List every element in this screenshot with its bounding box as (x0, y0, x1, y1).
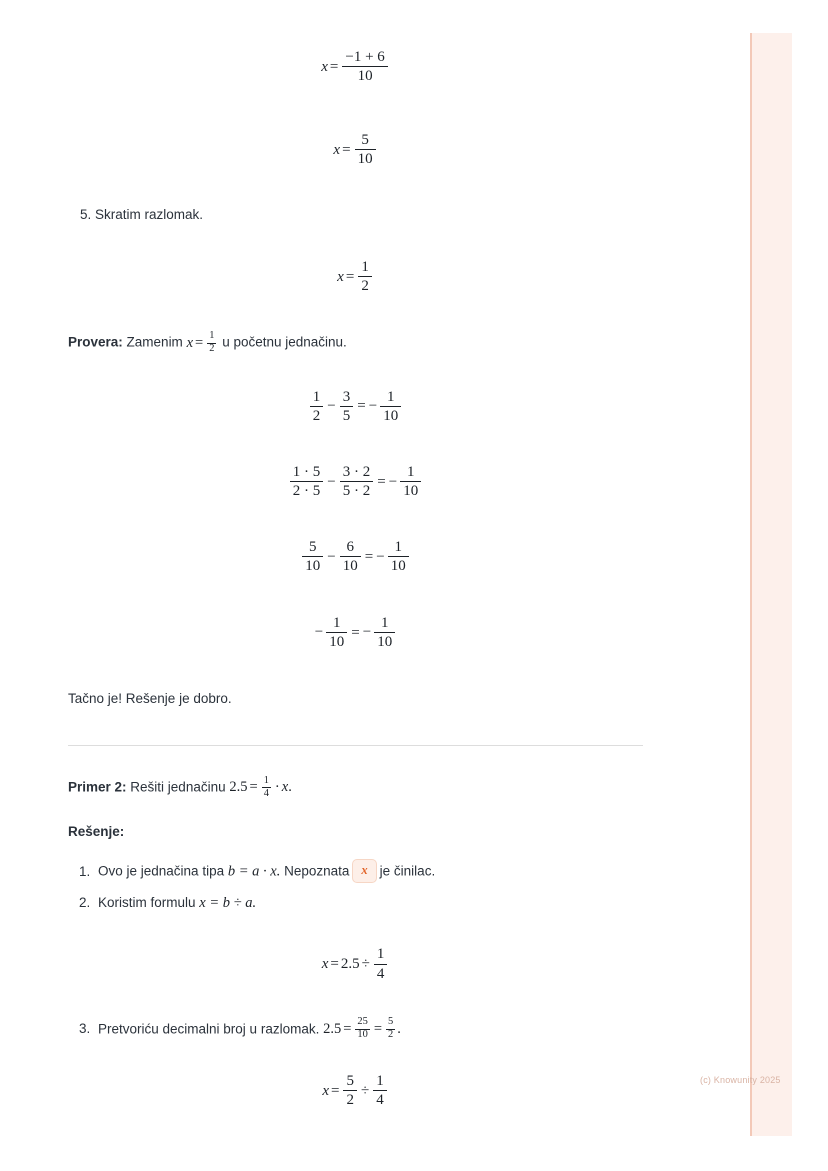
document-content (68, 0, 643, 1109)
check1-f1-den: 2 (312, 407, 321, 424)
step-3-rel1: = (343, 1020, 352, 1037)
step-3-f2-den: 2 (388, 1029, 394, 1041)
unknown-variable-chip[interactable]: x (352, 859, 376, 883)
equation-block-1 (68, 50, 643, 85)
right-page-divider-line (750, 33, 752, 1136)
primer-2-label: Primer 2: (68, 779, 127, 795)
list-item-step-3 (94, 1018, 643, 1042)
provera-denominator: 2 (209, 343, 215, 355)
check4-expr (314, 614, 397, 650)
provera-numerator: 1 (207, 331, 216, 343)
eq3-denominator: 2 (361, 278, 369, 295)
check2-frac-3 (400, 464, 421, 499)
check3-rel: = (364, 549, 374, 566)
eq4-numerator: 1 (374, 946, 388, 964)
check1-frac-3 (380, 389, 401, 424)
primer-2-rel: = (249, 779, 258, 796)
section-divider (68, 745, 643, 746)
equation-1 (321, 49, 390, 85)
right-page-decoration-strip (750, 33, 792, 1136)
resenje-heading (68, 822, 643, 842)
primer-2-fraction (262, 776, 271, 800)
eq4-fraction (374, 946, 388, 981)
eq5-f2-num: 1 (373, 1073, 387, 1091)
check1-f2-num: 3 (340, 389, 354, 407)
eq4-op: ÷ (361, 956, 370, 973)
primer-2-math (229, 774, 292, 799)
step-2-math: x = b ÷ a. (199, 894, 257, 911)
step-1-math: b = a · x. (227, 863, 281, 880)
check4-f2-num: 1 (374, 615, 395, 633)
check-equation-4 (68, 615, 643, 650)
check1-f3-den: 10 (383, 407, 399, 424)
solution-steps-list (68, 860, 643, 914)
check2-f3-den: 10 (403, 483, 419, 500)
eq2-numerator: 5 (355, 132, 376, 150)
check2-f1-num: 1 · 5 (290, 464, 324, 482)
step-3-rel2: = (373, 1020, 383, 1037)
check1-sign: − (368, 398, 378, 415)
eq5-fraction-2 (373, 1073, 387, 1108)
eq1-denominator: 10 (357, 68, 373, 85)
check4-f1-den: 10 (329, 633, 345, 650)
provera-label: Provera: (68, 334, 123, 350)
eq4-rel: = (330, 956, 339, 973)
check3-f3-den: 10 (390, 558, 406, 575)
primer-2-value: 2.5 (229, 779, 248, 796)
check1-frac-2 (340, 389, 354, 424)
eq2-rel: = (342, 141, 351, 158)
eq3-fraction (358, 259, 372, 294)
check1-expr (308, 388, 403, 424)
step-1-text-after: je činilac. (379, 863, 436, 879)
check2-f2-den: 5 · 2 (342, 483, 371, 500)
step-5-text: Skratim razlomak. (95, 206, 204, 222)
provera-math (186, 330, 219, 355)
primer-2-dot: · (274, 779, 280, 796)
eq2-lhs: x (333, 141, 341, 158)
eq2-denominator: 10 (357, 150, 373, 167)
provera-fraction (207, 331, 216, 355)
check2-frac-2 (340, 464, 374, 499)
check4-f2-den: 10 (377, 633, 393, 650)
copyright-watermark: (c) Knowunity 2025 (700, 1075, 781, 1085)
primer-2-var: x (281, 779, 289, 796)
equation-block-5 (68, 1073, 643, 1108)
list-item-step-2 (94, 892, 643, 914)
check1-f3-num: 1 (380, 389, 401, 407)
resenje-label: Rešenje: (68, 823, 125, 839)
equation-2 (333, 131, 377, 167)
step-3-math (323, 1016, 401, 1041)
check3-frac-2 (340, 539, 361, 574)
eq1-fraction (342, 49, 387, 84)
primer-2-period: . (288, 779, 292, 796)
step-3-f2-num: 5 (386, 1017, 395, 1029)
equation-block-3 (68, 260, 643, 295)
eq5-f1-den: 2 (346, 1091, 354, 1108)
step-5-line (68, 205, 643, 225)
step-2-text-before: Koristim formulu (98, 894, 196, 910)
check3-f2-den: 10 (342, 558, 358, 575)
check1-rel: = (357, 398, 366, 415)
check4-rel: = (351, 624, 360, 641)
step-3-text-before: Pretvoriću decimalni broj u razlomak. (98, 1020, 320, 1036)
check2-frac-1 (290, 464, 324, 499)
primer-2-numerator: 1 (262, 776, 271, 788)
check1-op1: − (327, 398, 336, 415)
eq3-rel: = (345, 269, 355, 286)
eq3-lhs: x (337, 269, 344, 286)
primer-2-denominator: 4 (263, 787, 269, 799)
check4-sign2: − (362, 624, 372, 641)
step-3-value: 2.5 (323, 1020, 342, 1037)
check1-f2-den: 5 (342, 407, 351, 424)
check4-frac-2 (374, 615, 395, 650)
check2-f1-den: 2 · 5 (292, 483, 321, 500)
step-5-marker: 5. (80, 206, 92, 222)
check1-f1-num: 1 (310, 389, 324, 407)
check4-frac-1 (326, 615, 347, 650)
eq1-numerator: −1 + 6 (342, 49, 387, 67)
provera-text-before: Zamenim (126, 334, 183, 350)
eq5-rel: = (330, 1082, 340, 1099)
step-3-fraction-1 (355, 1017, 369, 1041)
equation-4 (321, 946, 390, 982)
primer-2-text: Rešiti jednačinu (130, 779, 226, 795)
eq5-f1-num: 5 (343, 1073, 357, 1091)
step-3-f1-den: 10 (357, 1029, 368, 1041)
list-item-step-1 (94, 860, 643, 884)
check3-f2-num: 6 (340, 539, 361, 557)
eq1-rel: = (329, 59, 339, 76)
provera-var: x (186, 334, 194, 351)
check-equation-3 (68, 540, 643, 575)
check3-f3-num: 1 (388, 539, 409, 557)
eq4-lhs: x (321, 956, 329, 973)
provera-text-after: u početnu jednačinu. (222, 334, 347, 350)
check-equation-1 (68, 389, 643, 424)
provera-line (68, 331, 643, 355)
check3-expr (300, 539, 410, 575)
step-3-f1-num: 25 (355, 1017, 369, 1029)
eq5-op: ÷ (360, 1082, 370, 1099)
eq4-denominator: 4 (376, 965, 385, 982)
step-1-text-mid: Nepoznata (284, 863, 350, 879)
check3-f1-den: 10 (305, 558, 321, 575)
equation-block-2 (68, 132, 643, 167)
verdict-line (68, 689, 643, 709)
check2-sign: − (388, 473, 398, 490)
check2-rel: = (377, 473, 386, 490)
check1-frac-1 (310, 389, 324, 424)
eq1-lhs: x (321, 59, 328, 76)
solution-steps-list-continued (68, 1018, 643, 1042)
check3-frac-1 (302, 539, 323, 574)
eq5-fraction-1 (343, 1073, 357, 1108)
check3-sign: − (376, 548, 385, 565)
check3-f1-num: 5 (302, 539, 323, 557)
eq3-numerator: 1 (358, 259, 372, 277)
verdict-text: Tačno je! Rešenje je dobro. (68, 690, 232, 706)
eq5-lhs: x (322, 1082, 329, 1099)
eq2-fraction (355, 132, 376, 167)
equation-5 (322, 1072, 388, 1108)
provera-rel: = (195, 334, 204, 351)
check4-sign1: − (314, 624, 324, 641)
step-1-text-before: Ovo je jednačina tipa (98, 863, 225, 879)
check4-f1-num: 1 (326, 615, 347, 633)
step-3-fraction-2 (386, 1017, 395, 1041)
check2-f3-num: 1 (400, 464, 421, 482)
check2-f2-num: 3 · 2 (340, 464, 374, 482)
eq5-f2-den: 4 (376, 1091, 384, 1108)
check3-op1: − (327, 549, 336, 566)
step-3-period: . (397, 1020, 401, 1037)
equation-block-4 (68, 947, 643, 982)
check3-frac-3 (388, 539, 409, 574)
equation-3 (337, 259, 374, 295)
check2-op1: − (327, 473, 336, 490)
check-equation-2 (68, 465, 643, 500)
eq4-value: 2.5 (340, 956, 360, 973)
primer-2-line (68, 776, 643, 800)
